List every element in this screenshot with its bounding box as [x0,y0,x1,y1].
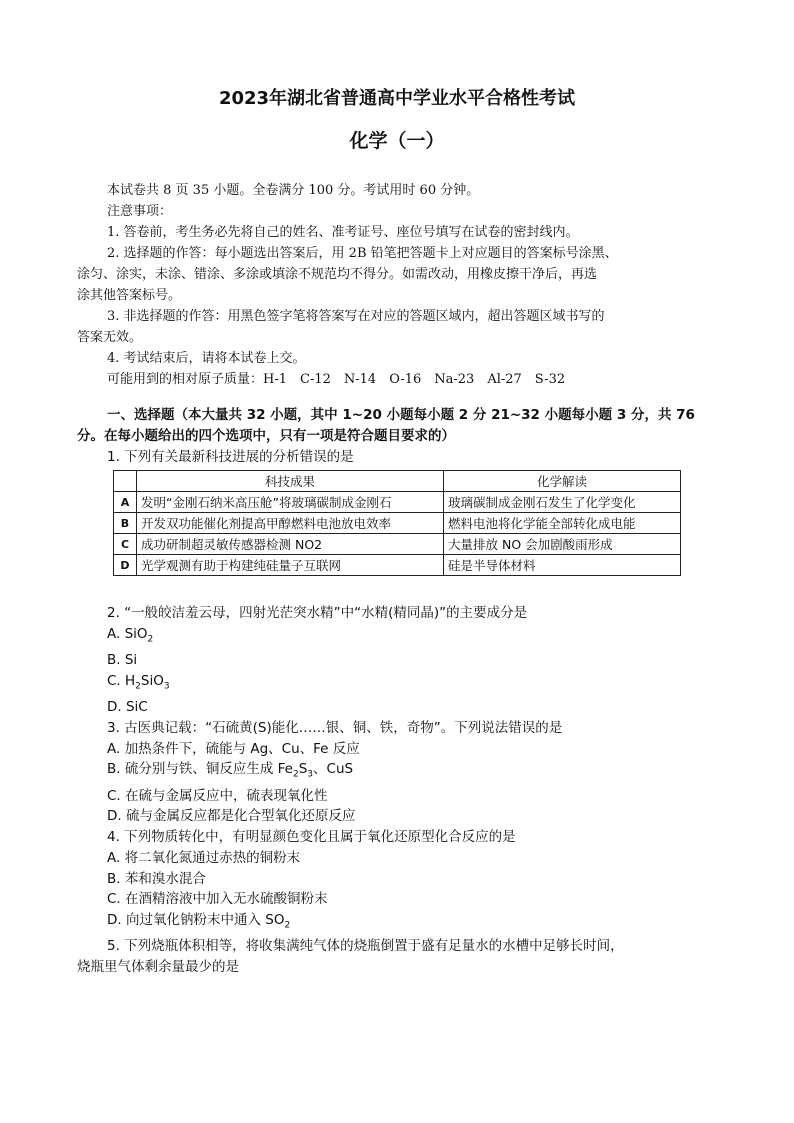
attention-heading: 注意事项： [107,204,173,219]
row-interpretation: 硅是半导体材料 [444,555,681,576]
question-5-line-2: 烧瓶里气体剩余量最少的是 [77,959,239,975]
note-3-line-1: 3. 非选择题的作答：用黑色签字笔将答案写在对应的答题区域内，超出答题区域书写的 [107,309,605,324]
row-interpretation: 玻璃碳制成金刚石发生了化学变化 [444,492,681,513]
option-3b: B. 硫分别与铁、铜反应生成 $Fe_2S_3$、CuS [107,761,354,780]
table-header-label [114,471,137,492]
option-4c: C. 在酒精溶液中加入无水硫酸铜粉末 [107,891,328,908]
note-3-line-2: 答案无效。 [77,330,143,345]
exam-instructions [77,180,727,390]
table-row [114,492,681,513]
option-3a: A. 加热条件下，硫能与 Ag、Cu、Fe 反应 [107,740,360,757]
row-label: B [114,513,137,534]
row-achievement: 开发双功能催化剂提高甲醇燃料电池放电效率 [137,513,444,534]
section-one [77,405,727,468]
question-2: 2. “一般皎洁羞云母，四射光茫突水精”中“水精(精同晶)”的主要成分是 [107,605,528,621]
row-label: D [114,555,137,576]
question-1-table [113,470,681,576]
note-2-line-1: 2. 选择题的作答：每小题选出答案后，用 2B 铅笔把答题卡上对应题目的答案标号涂黑、 [107,246,618,261]
row-achievement: 成功研制超灵敏传感器检测 NO2 [137,534,444,555]
table-row [114,555,681,576]
questions-list [77,603,737,978]
section-heading-line-2: 分。在每小题给出的四个选项中，只有一项是符合题目要求的） [77,428,455,444]
table-row [114,513,681,534]
row-interpretation: 燃料电池将化学能全部转化成电能 [444,513,681,534]
question-5-line-1: 5. 下列烧瓶体积相等，将收集满纯气体的烧瓶倒置于盛有足量水的水槽中足够长时间， [107,938,624,955]
option-3c: C. 在硫与金属反应中，硫表现氧化性 [107,787,328,804]
exam-title: 2023年湖北省普通高中学业水平合格性考试 [218,88,576,109]
option-2c: C. $H_2SiO_3$ [107,672,170,692]
question-3: 3. 古医典记载：“石硫黄(S)能化……银、铜、铁，奇物”。下列说法错误的是 [107,719,563,736]
row-achievement: 光学观测有助于构建纯硅量子互联网 [137,555,444,576]
row-label: C [114,534,137,555]
note-2-line-2: 涂匀、涂实，未涂、错涂、多涂或填涂不规范均不得分。如需改动，用橡皮擦干净后，再选 [77,267,598,282]
table-header-row [114,471,681,492]
option-2d: D. SiC [107,699,148,716]
exam-subtitle: 化学（一） [349,130,445,152]
section-heading-line-1: 一、选择题（本大量共 32 小题，其中 1~20 小题每小题 2 分 21~32 小题每小题 3 分，共 76 [107,407,695,423]
note-1: 1. 答卷前，考生务必先将自己的姓名、准考证号、座位号填写在试卷的密封线内。 [107,225,579,240]
question-1: 1. 下列有关最新科技进展的分析错误的是 [107,449,354,465]
option-4b: B. 苯和溴水混合 [107,870,206,887]
table-row [114,534,681,555]
row-label: A [114,492,137,513]
option-2b: B. Si [107,652,138,669]
option-2a: A. SiO$_2$ [107,625,154,645]
row-achievement: 发明“金刚石纳米高压舱”将玻璃碳制成金刚石 [137,492,444,513]
table-header-interpretation: 化学解读 [444,471,681,492]
note-4: 4. 考试结束后，请将本试卷上交。 [107,351,306,366]
note-2-line-3: 涂其他答案标号。 [77,288,182,303]
question-4: 4. 下列物质转化中，有明显颜色变化且属于氧化还原型化合反应的是 [107,829,516,846]
option-4a: A. 将二氧化氮通过赤热的铜粉末 [107,849,301,866]
atomic-masses: 可能用到的相对原子质量：H-1 C-12 N-14 O-16 Na-23 Al-27 S-32 [107,372,566,387]
option-3d: D. 硫与金属反应都是化合型氧化还原反应 [107,808,356,825]
row-interpretation: 大量排放 NO 会加剧酸雨形成 [444,534,681,555]
table-header-achievement: 科技成果 [137,471,444,492]
option-4d: D. 向过氧化钠粉末中通入 $SO_2$ [107,911,291,931]
exam-intro: 本试卷共 8 页 35 小题。全卷满分 100 分。考试用时 60 分钟。 [107,183,480,198]
